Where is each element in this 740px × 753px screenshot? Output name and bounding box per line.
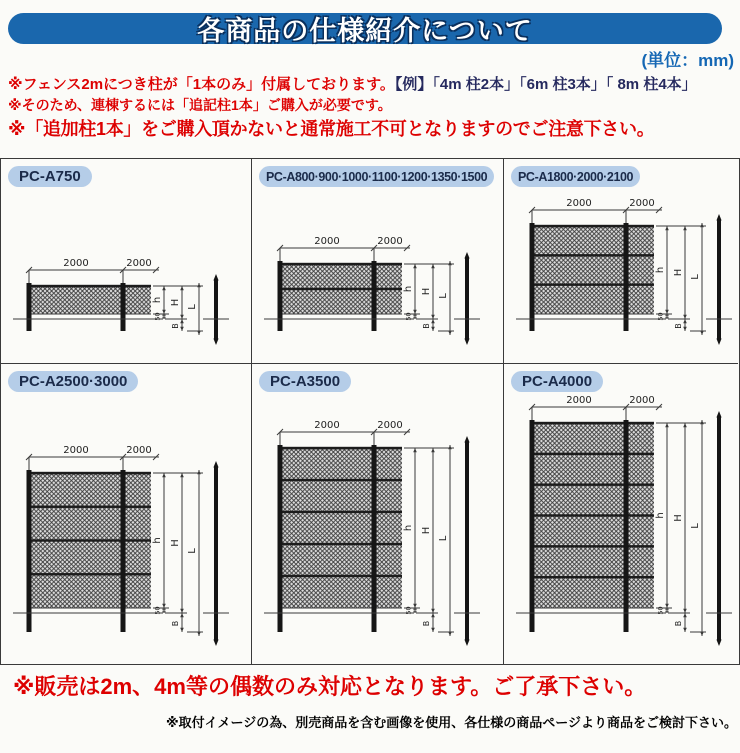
panel-label: PC-A4000 <box>511 371 603 392</box>
svg-text:50: 50 <box>404 606 413 615</box>
notes-block <box>8 76 740 140</box>
panel-label: PC-A3500 <box>259 371 351 392</box>
svg-text:B: B <box>422 323 431 329</box>
note-line-1 <box>8 76 740 93</box>
svg-text:L: L <box>187 548 198 554</box>
sales-notice: ※販売は2m、4m等の偶数のみ対応となります。ご了承下さい。 <box>13 674 647 700</box>
svg-text:h: h <box>152 537 163 544</box>
spec-panel <box>1 364 252 664</box>
spec-grid <box>0 158 740 665</box>
svg-text:L: L <box>690 274 701 280</box>
panel-label: PC-A750 <box>8 166 92 187</box>
unit-note: (単位：mm) <box>641 51 734 70</box>
note-warning: ※「追加柱1本」をご購入頂かないと通常施工不可となりますのでご注意下さい。 <box>8 119 655 140</box>
svg-text:B: B <box>422 620 431 627</box>
svg-text:L: L <box>187 304 198 310</box>
disclaimer: ※取付イメージの為、別売商品を含む画像を使用、各仕様の商品ページより商品をご検討下さい。 <box>166 715 737 731</box>
svg-text:50: 50 <box>153 312 162 321</box>
svg-text:2000: 2000 <box>566 395 592 407</box>
spec-panel <box>252 159 504 364</box>
note-posts-included: ※フェンス2mにつき柱が「1本のみ」付属しております。 <box>8 76 395 93</box>
svg-text:L: L <box>438 535 449 542</box>
svg-text:L: L <box>438 293 449 299</box>
svg-text:50: 50 <box>404 312 413 321</box>
svg-text:2000: 2000 <box>566 198 592 210</box>
svg-text:50: 50 <box>153 606 162 615</box>
svg-text:B: B <box>674 620 683 627</box>
svg-text:2000: 2000 <box>314 236 340 248</box>
svg-text:h: h <box>655 266 666 274</box>
spec-panel <box>504 159 738 364</box>
svg-text:h: h <box>655 512 666 519</box>
svg-text:2000: 2000 <box>63 258 89 270</box>
panel-label: PC-A800·900·1000·1100·1200·1350·1500 <box>259 166 494 187</box>
svg-text:2000: 2000 <box>377 420 403 432</box>
fence-diagram <box>1 364 252 664</box>
svg-text:B: B <box>171 323 180 329</box>
fence-diagram <box>252 364 504 664</box>
svg-text:2000: 2000 <box>377 236 403 248</box>
svg-text:B: B <box>171 620 180 627</box>
page-title-bar <box>8 13 722 44</box>
fence-diagram <box>504 364 738 664</box>
svg-text:2000: 2000 <box>63 445 89 457</box>
spec-panel <box>252 364 504 664</box>
svg-text:h: h <box>403 524 414 532</box>
svg-text:B: B <box>674 323 683 329</box>
svg-text:2000: 2000 <box>126 445 152 457</box>
note-posts-example: 【例】「4m 柱2本」「6m 柱3本」「 8m 柱4本」 <box>394 76 697 93</box>
fence-diagram <box>1 159 252 364</box>
svg-text:50: 50 <box>656 606 665 615</box>
note-extra-post-needed: ※そのため、連棟するには「追記柱1本」ご購入が必要です。 <box>8 97 392 114</box>
fence-diagram <box>504 159 738 364</box>
svg-text:h: h <box>403 285 414 293</box>
svg-text:2000: 2000 <box>629 395 655 407</box>
svg-text:H: H <box>170 539 181 547</box>
svg-text:2000: 2000 <box>314 420 340 432</box>
spec-panel <box>504 364 738 664</box>
page-title: 各商品の仕様紹介について <box>197 16 533 46</box>
panel-label: PC-A1800·2000·2100 <box>511 166 640 187</box>
fence-diagram <box>252 159 504 364</box>
svg-text:L: L <box>690 523 701 529</box>
svg-text:H: H <box>421 287 432 296</box>
spec-panel <box>1 159 252 364</box>
svg-text:H: H <box>673 514 684 522</box>
panel-label: PC-A2500·3000 <box>8 371 138 392</box>
svg-text:H: H <box>673 268 684 277</box>
svg-text:H: H <box>421 526 432 535</box>
page <box>0 13 740 731</box>
svg-text:h: h <box>152 296 163 304</box>
svg-text:2000: 2000 <box>126 258 152 270</box>
svg-text:50: 50 <box>656 312 665 321</box>
svg-text:H: H <box>170 298 181 307</box>
svg-text:2000: 2000 <box>629 198 655 210</box>
